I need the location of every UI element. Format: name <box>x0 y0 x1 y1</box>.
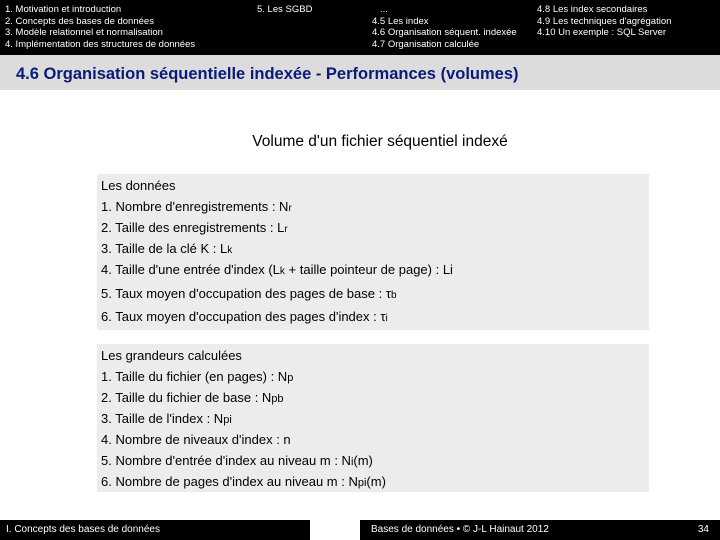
section-ellipsis: ... <box>380 4 388 15</box>
computed-item-1: 1. Taille du fichier (en pages) : Np <box>101 369 294 384</box>
header-navigation-bar <box>0 0 720 55</box>
footer-info <box>360 520 720 540</box>
section-list <box>372 4 671 50</box>
computed-item-3: 3. Taille de l'index : Npi <box>101 411 232 426</box>
chapter-link-5[interactable]: 5. Les SGBD <box>257 4 313 15</box>
data-item-2: 2. Taille des enregistrements : Lr <box>101 220 288 235</box>
computed-heading: Les grandeurs calculées <box>101 348 242 363</box>
computed-item-6: 6. Nombre de pages d'index au niveau m : Npi(m) <box>101 474 386 489</box>
chapter-list <box>5 4 195 50</box>
footer-chapter <box>0 520 310 540</box>
computed-box <box>97 344 649 492</box>
chapter-link-3[interactable]: 3. Modèle relationnel et normalisation <box>5 27 163 38</box>
section-link-4-6[interactable]: 4.6 Organisation séquent. indexée <box>372 27 517 38</box>
section-link-4-7[interactable]: 4.7 Organisation calculée <box>372 38 480 50</box>
slide-title: 4.6 Organisation séquentielle indexée - Performances (volumes) <box>16 65 519 83</box>
data-item-3: 3. Taille de la clé K : Lk <box>101 241 233 256</box>
tau-symbol: τ <box>385 286 391 301</box>
footer-copyright: Bases de données • © J-L Hainaut 2012 <box>371 524 549 535</box>
data-item-1: 1. Nombre d'enregistrements : Nr <box>101 199 292 214</box>
section-link-4-8[interactable]: 4.8 Les index secondaires <box>537 4 648 15</box>
chapter-link-1[interactable]: 1. Motivation et introduction <box>5 4 122 15</box>
computed-item-5: 5. Nombre d'entrée d'index au niveau m : Ni(m) <box>101 453 373 468</box>
chapter-link-4[interactable]: 4. Implémentation des structures de données <box>5 38 196 50</box>
data-box <box>97 174 649 330</box>
tau-symbol: τ <box>380 309 386 324</box>
computed-item-4: 4. Nombre de niveaux d'index : n <box>101 432 291 447</box>
footer-chapter-label: I. Concepts des bases de données <box>6 524 160 535</box>
page-number: 34 <box>697 524 709 535</box>
data-item-4: 4. Taille d'une entrée d'index (Lk + taille pointeur de page) : Li <box>101 262 453 277</box>
data-item-6: 6. Taux moyen d'occupation des pages d'index : τi <box>101 309 388 324</box>
section-link-4-10[interactable]: 4.10 Un exemple : SQL Server <box>537 27 667 38</box>
data-item-5: 5. Taux moyen d'occupation des pages de base : τb <box>101 286 397 301</box>
slide-subtitle: Volume d'un fichier séquentiel indexé <box>252 133 508 150</box>
chapter-link-2[interactable]: 2. Concepts des bases de données <box>5 15 154 27</box>
section-link-4-5[interactable]: 4.5 Les index <box>372 15 429 27</box>
data-heading: Les données <box>101 178 176 193</box>
computed-item-2: 2. Taille du fichier de base : Npb <box>101 390 284 405</box>
section-link-4-9[interactable]: 4.9 Les techniques d'agrégation <box>537 15 672 27</box>
